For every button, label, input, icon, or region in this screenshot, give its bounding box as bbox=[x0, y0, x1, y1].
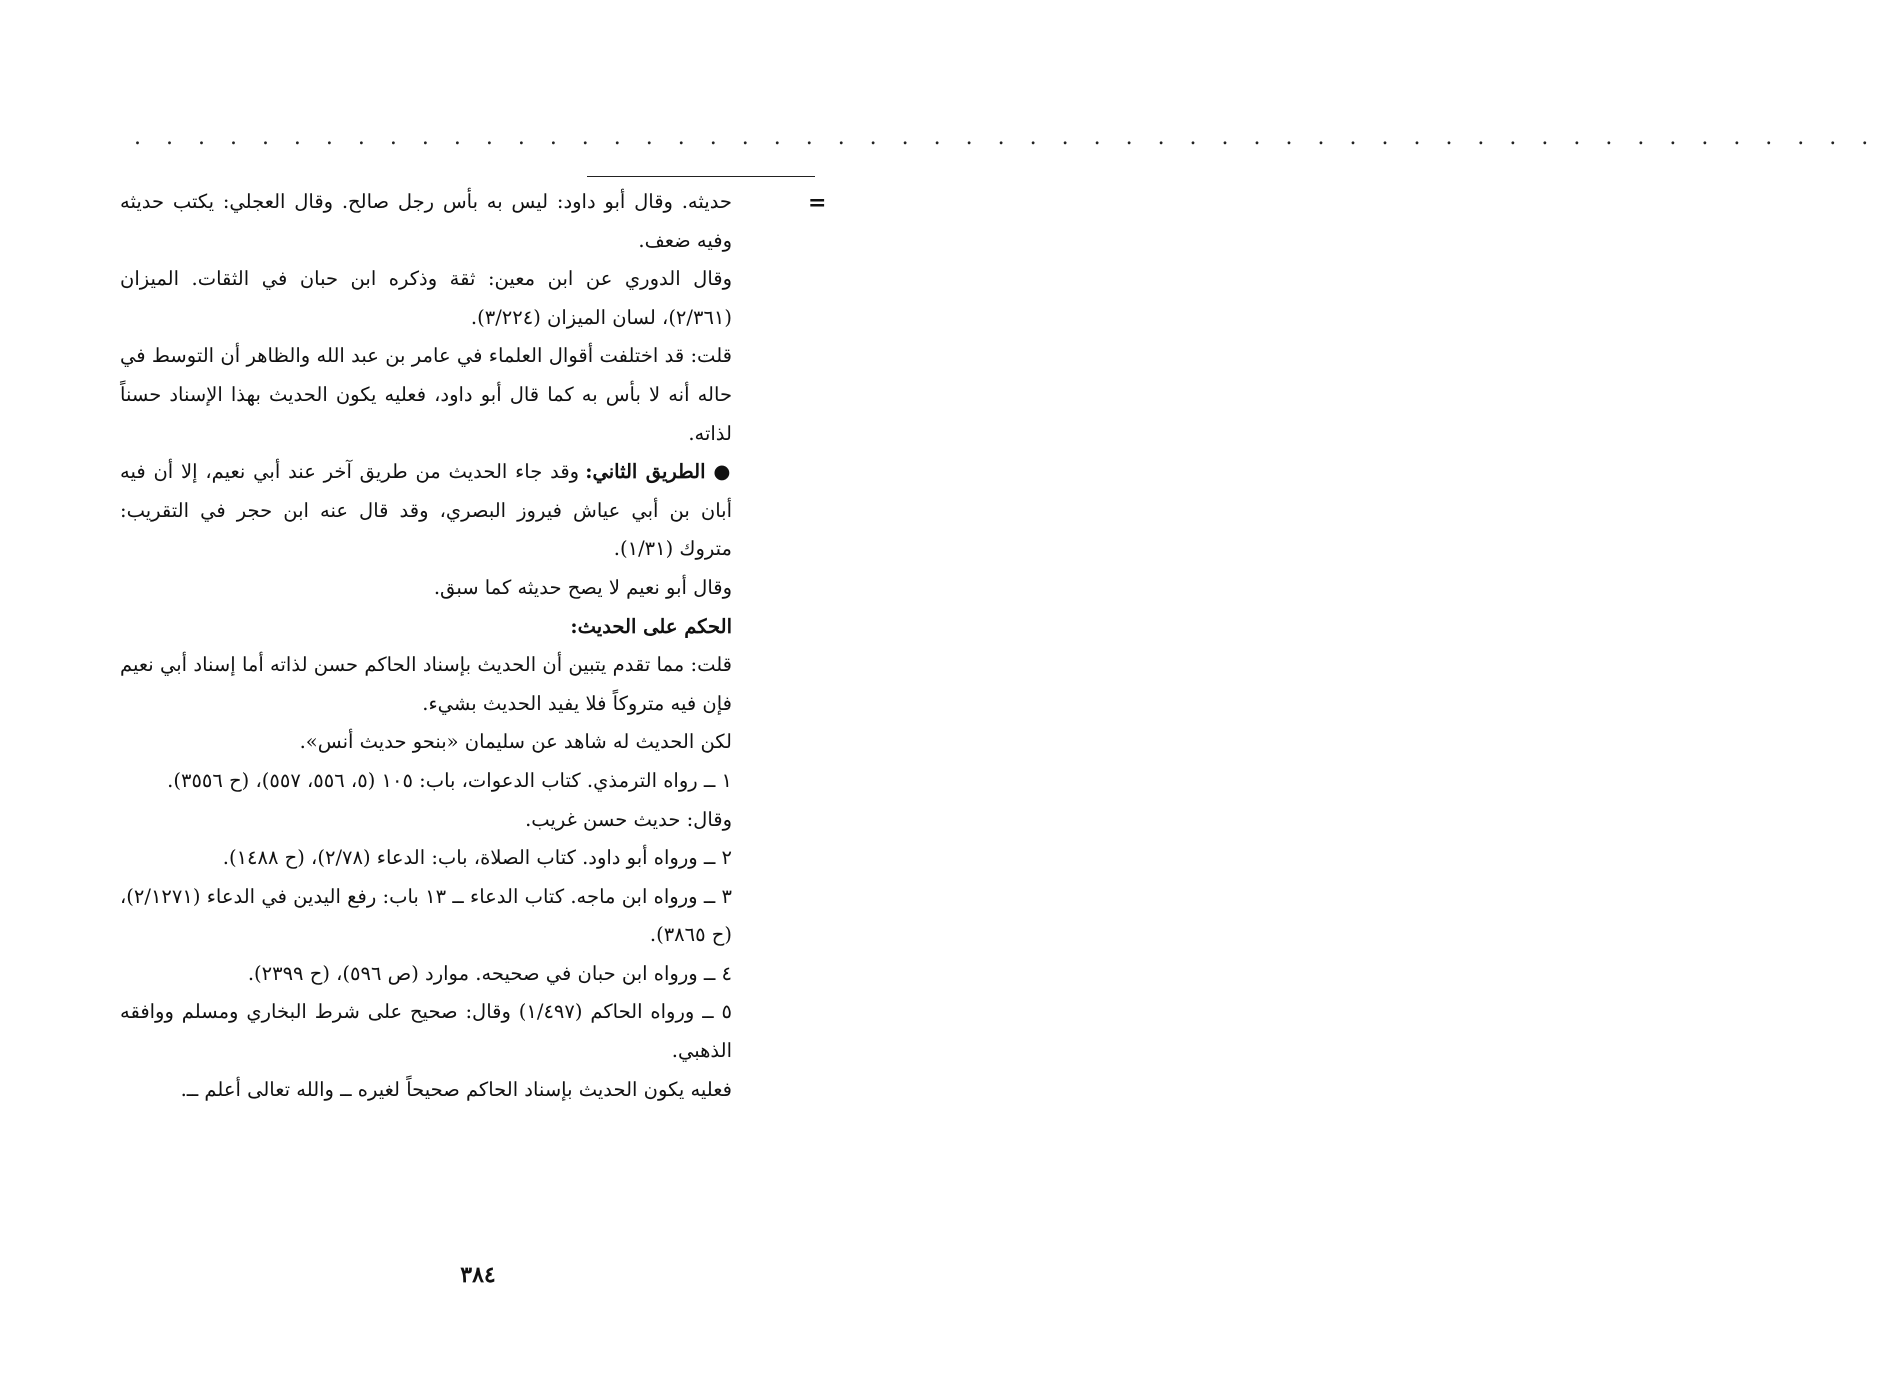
bullet-paragraph bbox=[120, 453, 732, 569]
page-number: ٣٨٤ bbox=[460, 1262, 496, 1288]
ruling-paragraph: ٣ ــ ورواه ابن ماجه. كتاب الدعاء ــ ١٣ باب: رفع اليدين في الدعاء (٢/١٢٧١)، (ح ٣٨٦٥). bbox=[120, 884, 732, 947]
dotted-separator: . . . . . . . . . . . . . . . . . . . . . . . . . . . . . . . . . . . . . . . . . . . . . . . . . . . . . . . bbox=[134, 125, 1877, 150]
paragraph: وقال الدوري عن ابن معين: ثقة وذكره ابن حبان في الثقات. الميزان (٢/٣٦١)، لسان الميزان (٣/٢٢٤). bbox=[120, 267, 732, 329]
ruling-paragraph: ١ ــ رواه الترمذي. كتاب الدعوات، باب: ١٠٥ (٥، ٥٥٦، ٥٥٧)، (ح ٣٥٥٦). bbox=[167, 768, 732, 792]
page-body bbox=[120, 183, 732, 1109]
ruling-paragraph: ٥ ــ ورواه الحاكم (١/٤٩٧) وقال: صحيح على شرط البخاري ومسلم ووافقه الذهبي. bbox=[120, 1000, 732, 1063]
bullet-label: الطريق الثاني: bbox=[585, 460, 706, 484]
ruling-paragraph: فعليه يكون الحديث بإسناد الحاكم صحيحاً لغيره ــ والله تعالى أعلم ــ. bbox=[180, 1077, 732, 1101]
ruling-paragraph: ٤ ــ ورواه ابن حبان في صحيحه. موارد (ص ٥٩٦)، (ح ٢٣٩٩). bbox=[247, 961, 732, 985]
footnote-rule bbox=[587, 176, 815, 177]
section-heading: الحكم على الحديث: bbox=[570, 614, 732, 638]
ruling-paragraph: قلت: مما تقدم يتبين أن الحديث بإسناد الحاكم حسن لذاته أما إسناد أبي نعيم فإن فيه متروكاً فلا يفيد الحديث بشيء. bbox=[120, 653, 732, 715]
bullet-icon: ● bbox=[713, 460, 732, 484]
paragraph: وقال أبو نعيم لا يصح حديثه كما سبق. bbox=[433, 575, 732, 599]
continuation-mark: = bbox=[808, 190, 827, 216]
bullet-text: وقد جاء الحديث من طريق آخر عند أبي نعيم، إلا أن فيه أبان بن أبي عياش فيروز البصري، وقد قال عنه ابن حجر في التقريب: متروك (١/٣١). bbox=[120, 460, 732, 561]
ruling-paragraph: ٢ ــ ورواه أبو داود. كتاب الصلاة، باب: الدعاء (٢/٧٨)، (ح ١٤٨٨). bbox=[222, 846, 732, 870]
ruling-paragraph: وقال: حديث حسن غريب. bbox=[525, 807, 732, 831]
paragraph: قلت: قد اختلفت أقوال العلماء في عامر بن عبد الله والظاهر أن التوسط في حاله أنه لا بأس به كما قال أبو داود، فعليه يكون الحديث بهذا الإسناد حسناً لذاته. bbox=[120, 344, 732, 445]
paragraph: حديثه. وقال أبو داود: ليس به بأس رجل صالح. وقال العجلي: يكتب حديثه وفيه ضعف. bbox=[120, 190, 732, 252]
ruling-paragraph: لكن الحديث له شاهد عن سليمان «بنحو حديث أنس». bbox=[299, 730, 732, 754]
